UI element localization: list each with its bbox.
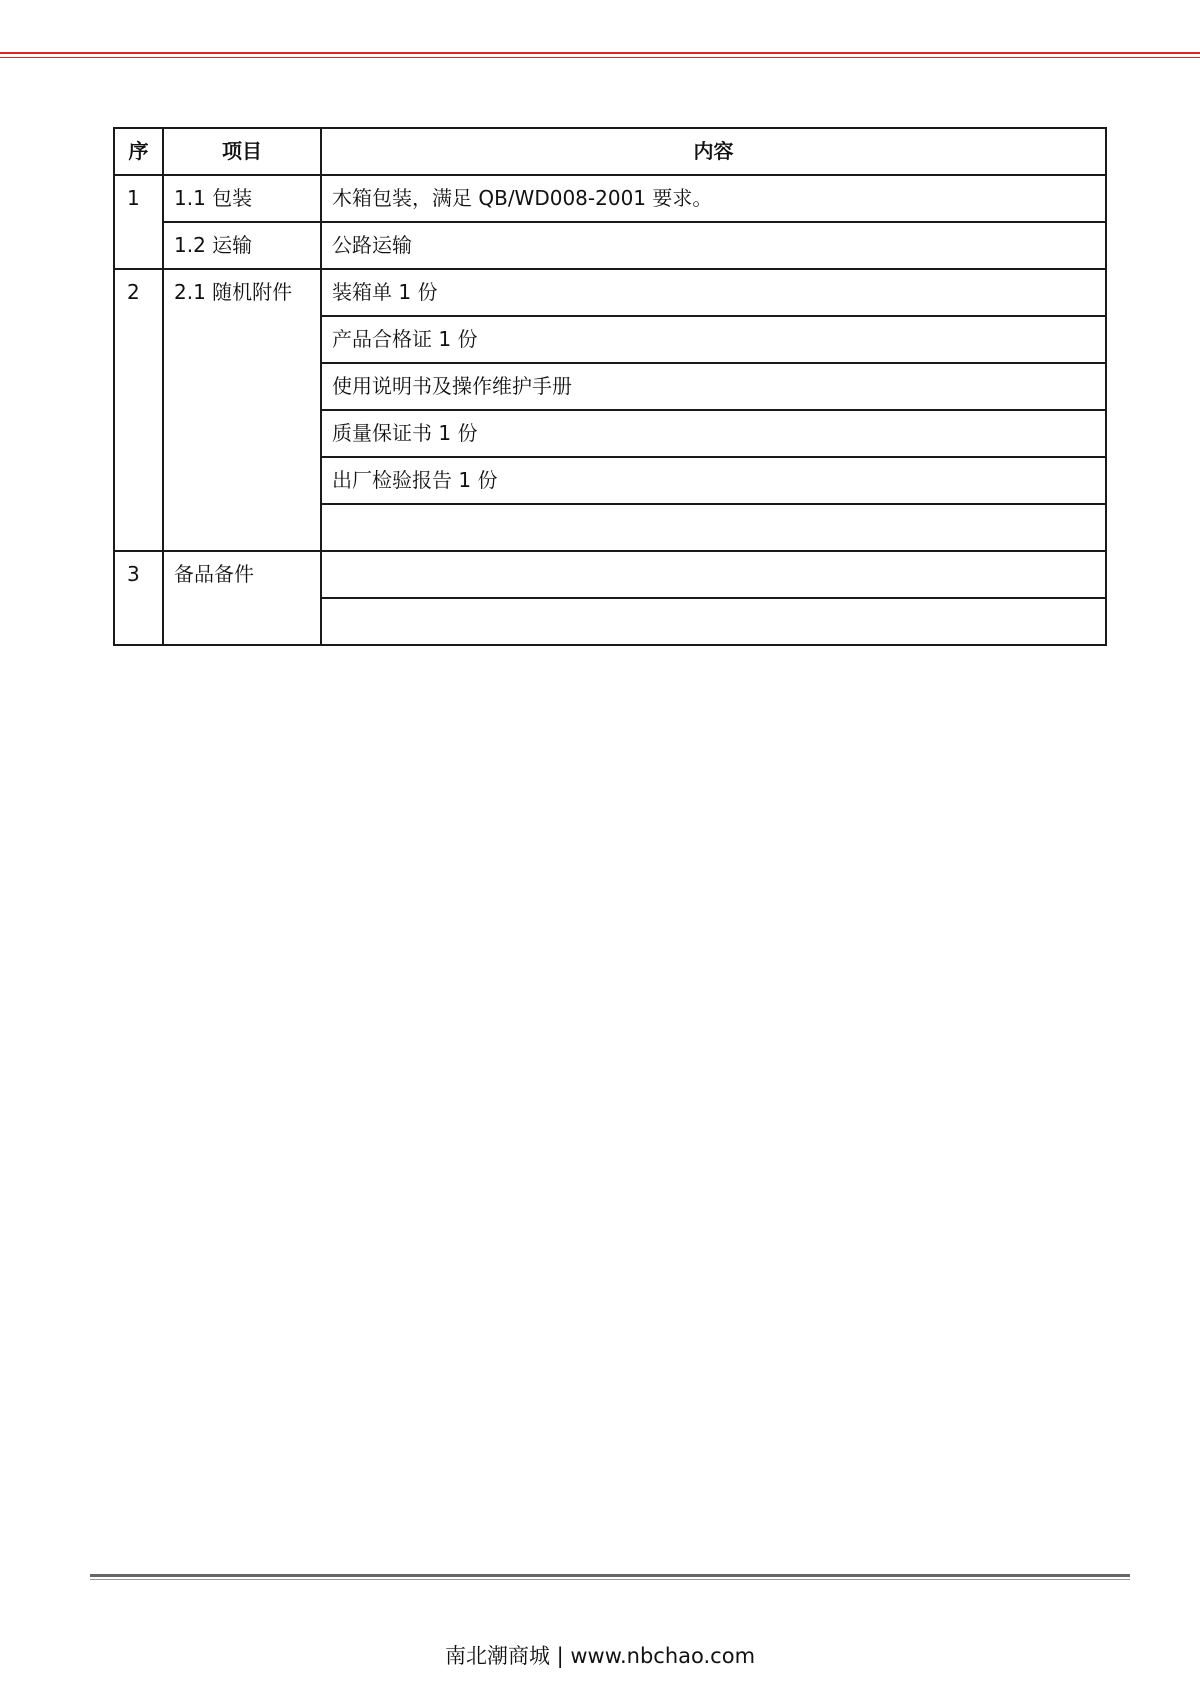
header-content: 内容 (321, 128, 1106, 175)
header-seq: 序 (114, 128, 163, 175)
table-row (114, 269, 1106, 316)
table-header-row (114, 128, 1106, 175)
footer-text: 南北潮商城 | www.nbchao.com (444, 1644, 756, 1668)
content-cell: 产品合格证 1 份 (321, 316, 1106, 363)
seq-cell: 2 (114, 269, 163, 551)
content-cell: 公路运输 (321, 222, 1106, 269)
seq-cell: 3 (114, 551, 163, 645)
content-cell (321, 504, 1106, 551)
table-row (114, 222, 1106, 269)
table-row (114, 175, 1106, 222)
table-row (114, 551, 1106, 598)
content-cell: 使用说明书及操作维护手册 (321, 363, 1106, 410)
spec-table (113, 127, 1107, 646)
content-cell: 质量保证书 1 份 (321, 410, 1106, 457)
item-cell: 1.2 运输 (163, 222, 321, 269)
content-cell: 木箱包装，满足 QB/WD008-2001 要求。 (321, 175, 1106, 222)
content-cell (321, 551, 1106, 598)
content-cell (321, 598, 1106, 645)
seq-cell: 1 (114, 175, 163, 269)
item-cell: 2.1 随机附件 (163, 269, 321, 551)
content-cell: 出厂检验报告 1 份 (321, 457, 1106, 504)
item-cell: 1.1 包装 (163, 175, 321, 222)
item-cell: 备品备件 (163, 551, 321, 645)
header-rule-bottom (0, 57, 1200, 58)
footer-rule-bottom (90, 1579, 1130, 1580)
content-cell: 装箱单 1 份 (321, 269, 1106, 316)
header-rule-top (0, 52, 1200, 54)
header-item: 项目 (163, 128, 321, 175)
footer-rule-top (90, 1574, 1130, 1577)
